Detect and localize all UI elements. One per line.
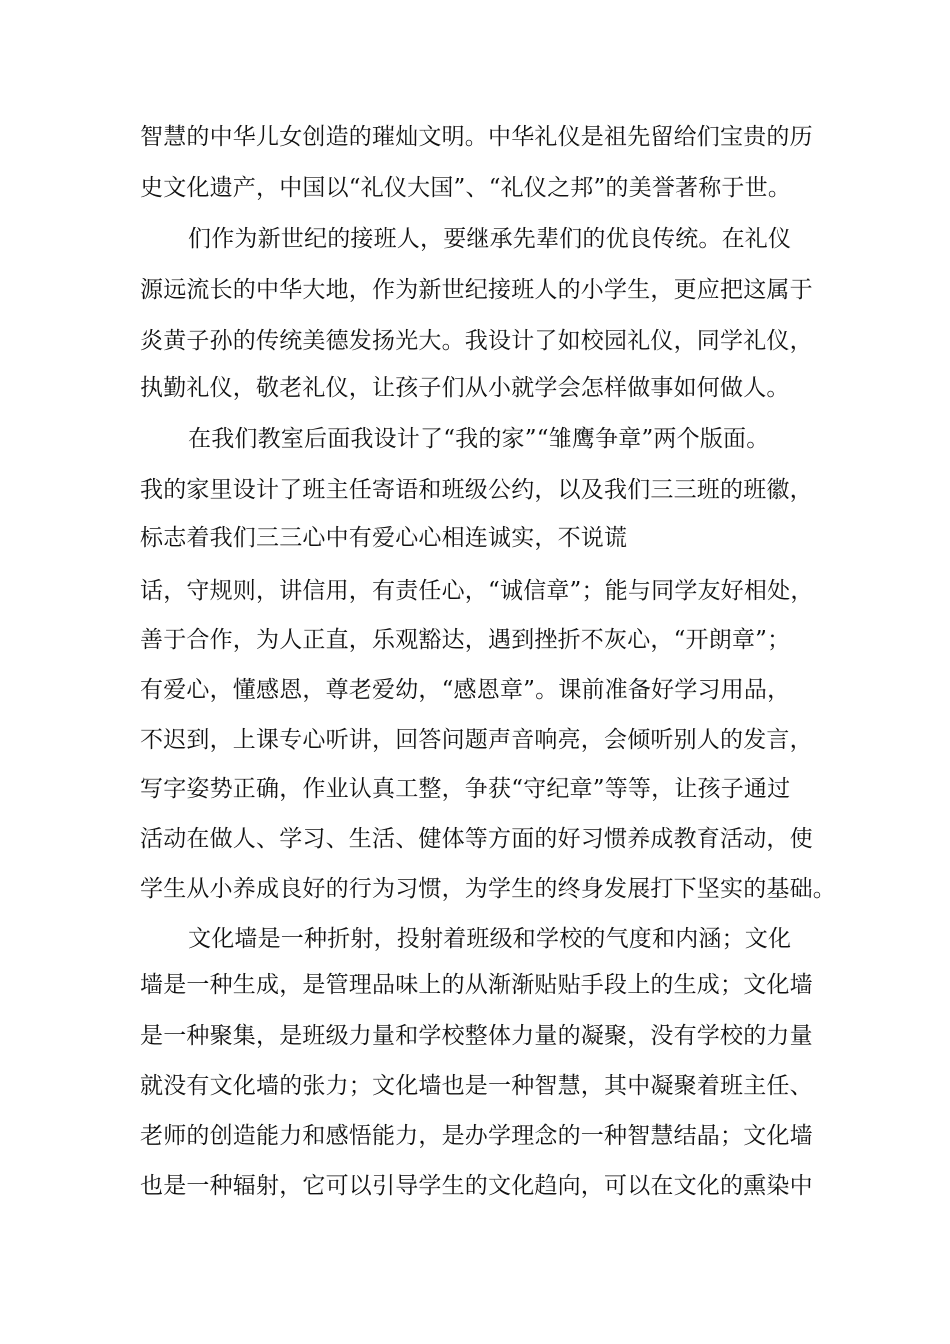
text-line-5: 炎黄子孙的传统美德发扬光大。我设计了如校园礼仪，同学礼仪， xyxy=(140,328,813,354)
text-line-21: 老师的创造能力和感悟能力，是办学理念的一种智慧结晶；文化墙 xyxy=(140,1123,813,1149)
text-line-15: 活动在做人、学习、生活、健体等方面的好习惯养成教育活动，使 xyxy=(140,826,813,852)
text-line-4: 源远流长的中华大地，作为新世纪接班人的小学生，更应把这属于 xyxy=(140,277,813,303)
paragraph-start-line-17: 文化墙是一种折射，投射着班级和学校的气度和内涵；文化 xyxy=(188,926,792,952)
text-line-6: 执勤礼仪，敬老礼仪，让孩子们从小就学会怎样做事如何做人。 xyxy=(140,375,790,401)
text-line-9: 标志着我们三三心中有爱心心相连诚实，不说谎 xyxy=(140,525,628,551)
text-line-12: 有爱心，懂感恩，尊老爱幼，“感恩章”。课前准备好学习用品， xyxy=(140,677,791,703)
text-line-2: 史文化遗产，中国以“礼仪大国”、“礼仪之邦”的美誉著称于世。 xyxy=(140,175,792,201)
text-line-18: 墙是一种生成，是管理品味上的从渐渐贴贴手段上的生成；文化墙 xyxy=(140,972,813,998)
text-line-16: 学生从小养成良好的行为习惯，为学生的终身发展打下坚实的基础。 xyxy=(140,876,836,902)
text-line-10: 话，守规则，讲信用，有责任心，“诚信章”；能与同学友好相处， xyxy=(140,578,814,604)
text-line-8: 我的家里设计了班主任寄语和班级公约，以及我们三三班的班徽， xyxy=(140,477,813,503)
text-line-20: 就没有文化墙的张力；文化墙也是一种智慧，其中凝聚着班主任、 xyxy=(140,1073,813,1099)
text-line-14: 写字姿势正确，作业认真工整，争获“守纪章”等等，让孩子通过 xyxy=(140,776,791,802)
text-line-13: 不迟到，上课专心听讲，回答问题声音响亮，会倾听别人的发言， xyxy=(140,727,813,753)
paragraph-start-line-3: 们作为新世纪的接班人，要继承先辈们的优良传统。在礼仪 xyxy=(188,226,792,252)
text-line-19: 是一种聚集，是班级力量和学校整体力量的凝聚，没有学校的力量 xyxy=(140,1023,813,1049)
text-line-1: 智慧的中华儿女创造的璀灿文明。中华礼仪是祖先留给们宝贵的历 xyxy=(140,124,813,150)
paragraph-start-line-7: 在我们教室后面我设计了“我的家”“雏鹰争章”两个版面。 xyxy=(188,426,770,452)
text-line-22: 也是一种辐射，它可以引导学生的文化趋向，可以在文化的熏染中 xyxy=(140,1173,813,1199)
text-line-11: 善于合作，为人正直，乐观豁达，遇到挫折不灰心，“开朗章”； xyxy=(140,627,791,653)
